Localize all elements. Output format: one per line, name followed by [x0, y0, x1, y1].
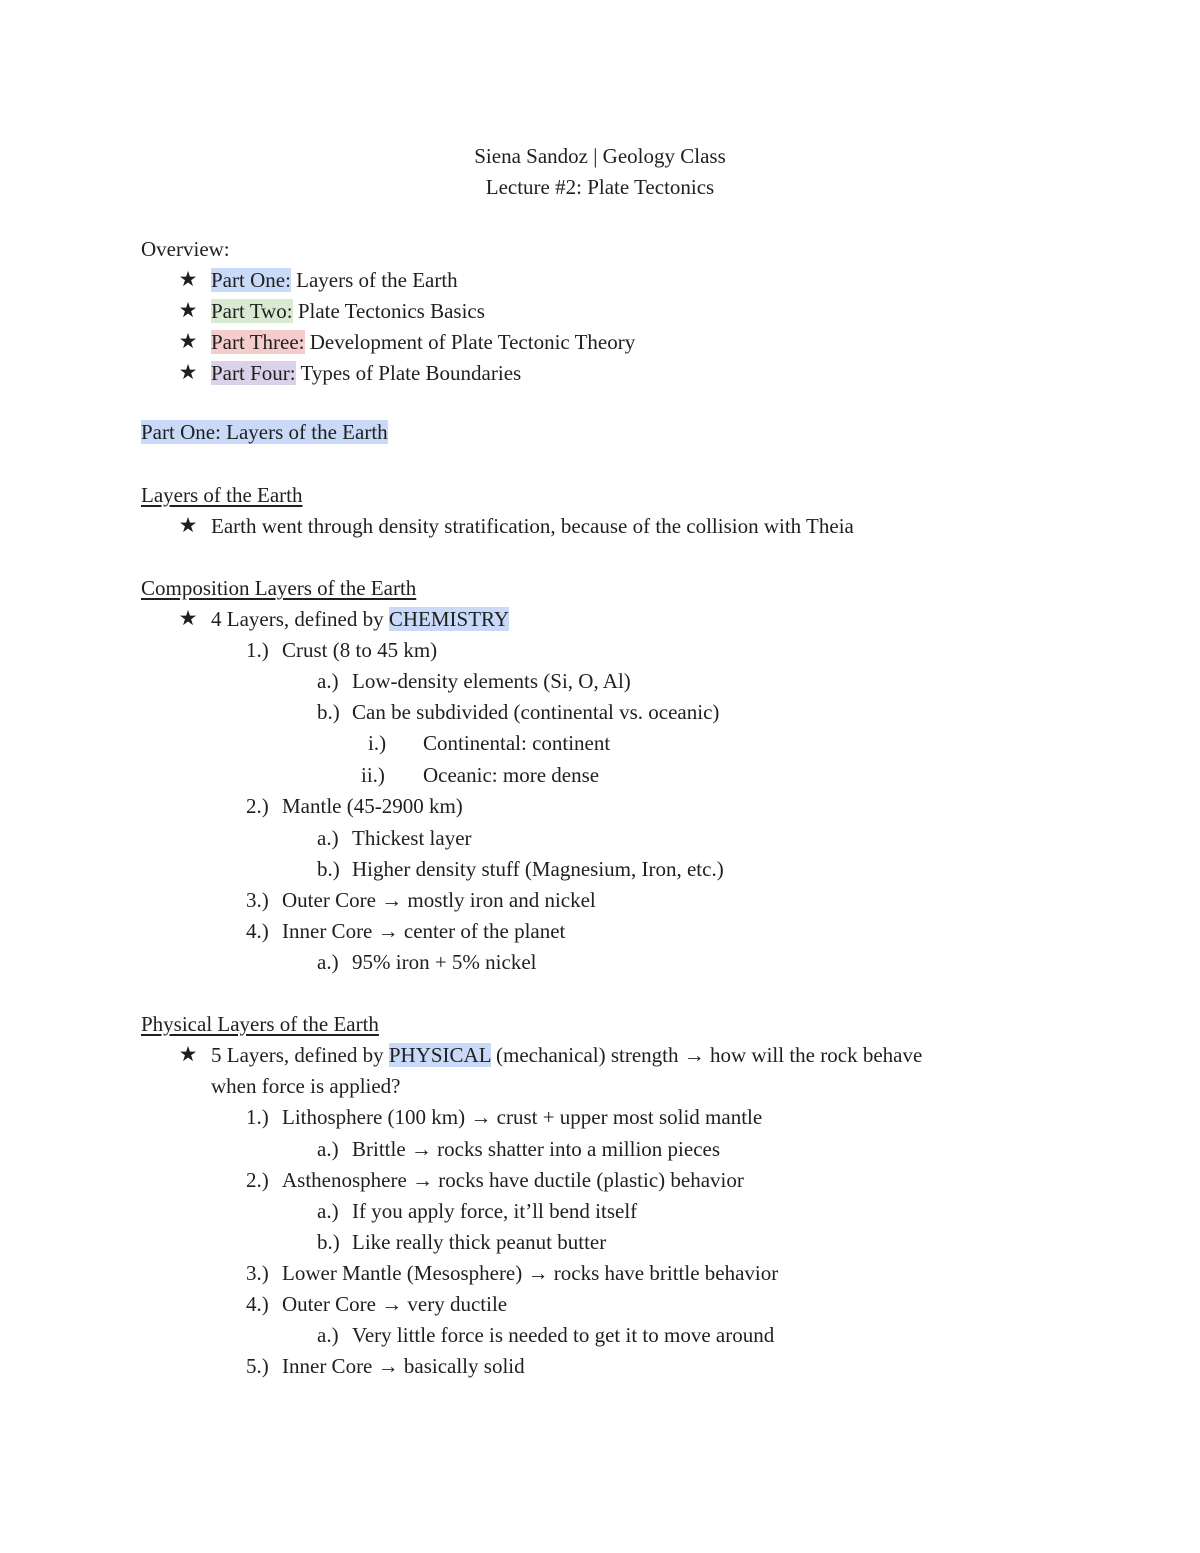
part-one-tag: Part One: — [211, 268, 291, 292]
physical-bullet-wrap: when force is applied? — [211, 1074, 401, 1098]
list-item: Thickest layer — [352, 826, 472, 850]
part-four-tag: Part Four: — [211, 361, 296, 385]
list-marker: a.) — [317, 826, 339, 850]
list-item: Inner Core → center of the planet — [282, 919, 566, 943]
list-item: Continental: continent — [423, 731, 611, 755]
physical-heading: Physical Layers of the Earth — [141, 1012, 379, 1036]
part-four-text: Types of Plate Boundaries — [295, 361, 522, 385]
list-marker: 3.) — [246, 888, 269, 912]
list-marker: a.) — [317, 1323, 339, 1347]
list-item: Lower Mantle (Mesosphere) → rocks have brittle behavior — [282, 1261, 779, 1285]
composition-bullet-text: 4 Layers, defined by — [211, 607, 389, 631]
composition-bullet — [211, 606, 509, 632]
list-item: Mantle (45-2900 km) — [282, 794, 463, 818]
physical-bullet — [211, 1042, 922, 1068]
part-one-heading-text: Part One: Layers of the Earth — [141, 420, 388, 444]
list-marker: b.) — [317, 700, 340, 724]
list-item: Crust (8 to 45 km) — [282, 638, 438, 662]
list-marker: i.) — [368, 731, 387, 755]
list-marker: 1.) — [246, 638, 269, 662]
list-item: 95% iron + 5% nickel — [352, 950, 537, 974]
list-item: Oceanic: more dense — [423, 763, 600, 787]
list-item: Low-density elements (Si, O, Al) — [352, 669, 631, 693]
overview-item-part-one — [211, 267, 458, 293]
overview-label: Overview: — [141, 237, 230, 261]
list-item: Outer Core → mostly iron and nickel — [282, 888, 596, 912]
chemistry-highlight: CHEMISTRY — [388, 607, 510, 631]
list-item: Brittle → rocks shatter into a million pieces — [352, 1137, 721, 1161]
layers-bullet: Earth went through density stratification, because of the collision with Theia — [211, 514, 854, 538]
list-marker: a.) — [317, 950, 339, 974]
part-one-heading — [141, 419, 388, 445]
list-marker: b.) — [317, 1230, 340, 1254]
list-marker: a.) — [317, 1199, 339, 1223]
layers-heading: Layers of the Earth — [141, 483, 303, 507]
document-title: Siena Sandoz | Geology Class — [474, 144, 726, 168]
composition-heading: Composition Layers of the Earth — [141, 576, 417, 600]
part-one-text: Layers of the Earth — [290, 268, 458, 292]
list-marker: 2.) — [246, 1168, 269, 1192]
list-marker: a.) — [317, 1137, 339, 1161]
physical-highlight: PHYSICAL — [388, 1043, 491, 1067]
star-bullet-icon: ★ — [178, 329, 198, 353]
list-marker: 2.) — [246, 794, 269, 818]
list-marker: b.) — [317, 857, 340, 881]
list-marker: 5.) — [246, 1354, 269, 1378]
star-bullet-icon: ★ — [178, 267, 198, 291]
list-item: Asthenosphere → rocks have ductile (plastic) behavior — [282, 1168, 744, 1192]
list-item: Can be subdivided (continental vs. oceanic) — [352, 700, 720, 724]
part-three-tag: Part Three: — [211, 330, 305, 354]
list-item: Like really thick peanut butter — [352, 1230, 607, 1254]
list-item: Lithosphere (100 km) → crust + upper most solid mantle — [282, 1105, 763, 1129]
part-two-text: Plate Tectonics Basics — [292, 299, 485, 323]
list-marker: 4.) — [246, 1292, 269, 1316]
part-two-tag: Part Two: — [211, 299, 293, 323]
list-marker: 3.) — [246, 1261, 269, 1285]
lecture-title: Lecture #2: Plate Tectonics — [485, 175, 715, 199]
star-bullet-icon: ★ — [178, 360, 198, 384]
list-marker: 1.) — [246, 1105, 269, 1129]
overview-item-part-four — [211, 360, 521, 386]
physical-bullet-text-cont: (mechanical) strength → how will the rock behave — [490, 1043, 923, 1067]
list-marker: a.) — [317, 669, 339, 693]
list-item: If you apply force, it’ll bend itself — [352, 1199, 638, 1223]
star-bullet-icon: ★ — [178, 298, 198, 322]
list-item: Very little force is needed to get it to move around — [352, 1323, 775, 1347]
overview-item-part-three — [211, 329, 635, 355]
star-bullet-icon: ★ — [178, 1042, 198, 1066]
list-item: Higher density stuff (Magnesium, Iron, etc.) — [352, 857, 724, 881]
overview-item-part-two — [211, 298, 485, 324]
part-three-text: Development of Plate Tectonic Theory — [304, 330, 636, 354]
list-item: Inner Core → basically solid — [282, 1354, 525, 1378]
list-item: Outer Core → very ductile — [282, 1292, 508, 1316]
list-marker: 4.) — [246, 919, 269, 943]
physical-bullet-text: 5 Layers, defined by — [211, 1043, 389, 1067]
star-bullet-icon: ★ — [178, 513, 198, 537]
list-marker: ii.) — [361, 763, 385, 787]
star-bullet-icon: ★ — [178, 606, 198, 630]
